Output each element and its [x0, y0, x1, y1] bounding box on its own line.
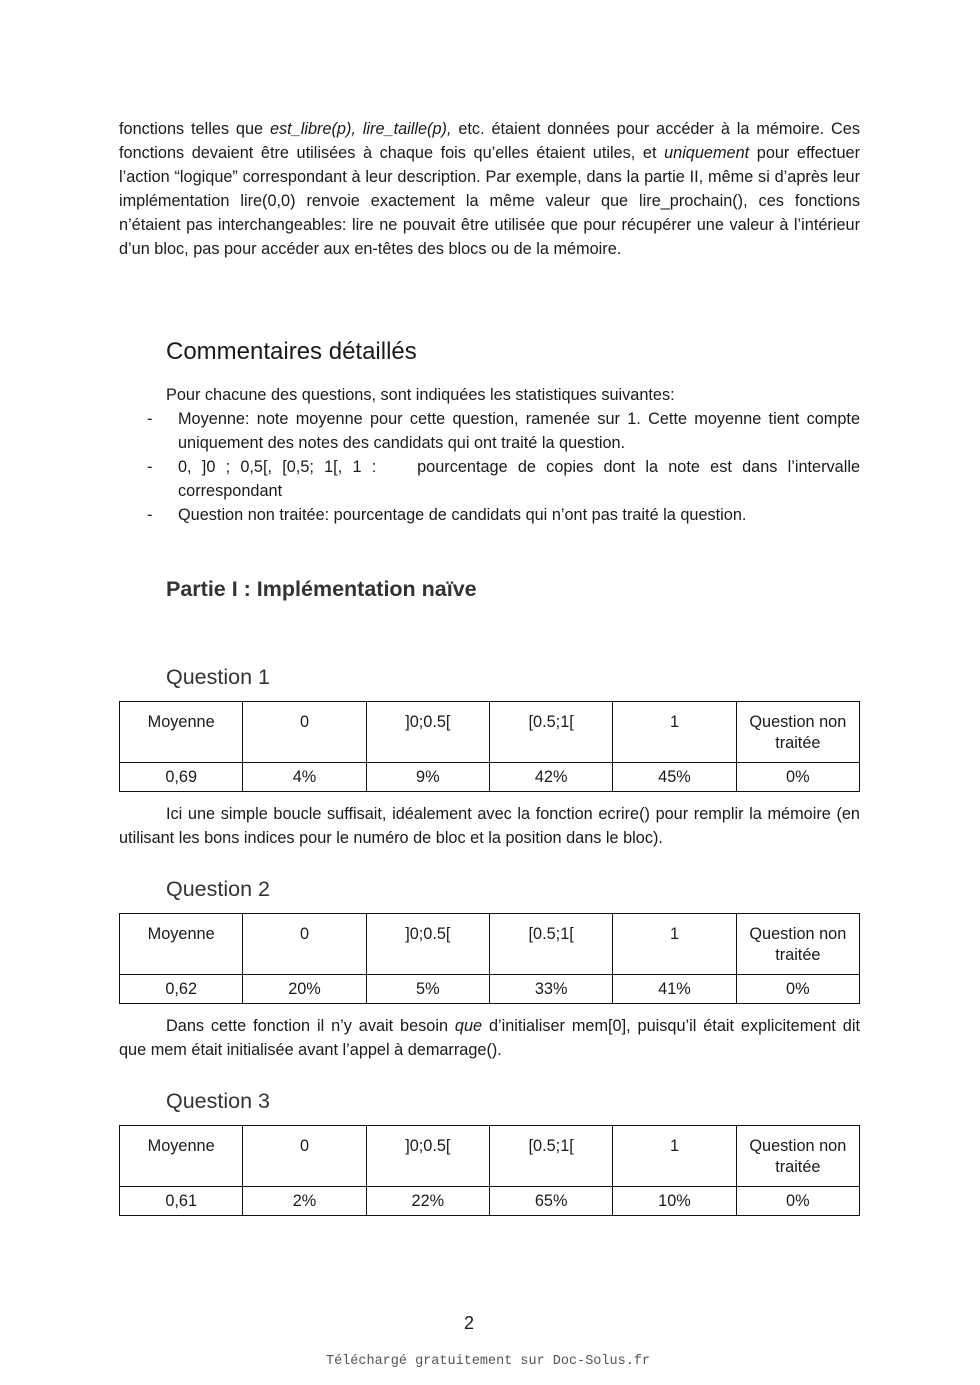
bullet-item-moyenne — [119, 407, 860, 455]
value-cell-high: 42% — [489, 763, 612, 792]
bullet-text: 0, ]0 ; 0,5[, [0,5; 1[, 1 : pourcentage de copies dont la note est dans l’intervalle correspondant — [178, 458, 865, 500]
bullet-dash: - — [147, 410, 153, 428]
header-cell-zero: 0 — [243, 914, 366, 975]
value-cell-one: 45% — [613, 763, 736, 792]
table-values-row — [120, 1187, 860, 1216]
value-cell-non-traitee: 0% — [736, 975, 859, 1004]
value-cell-non-traitee: 0% — [736, 763, 859, 792]
question-1-title: Question 1 — [166, 665, 270, 689]
header-cell-non-traitee: Question non traitée — [736, 914, 859, 975]
header-cell-low: ]0;0.5[ — [366, 702, 489, 763]
comment-emphasis: que — [454, 1017, 483, 1035]
header-cell-moyenne: Moyenne — [120, 914, 243, 975]
part-title: Partie I : Implémentation naïve — [166, 577, 477, 601]
header-cell-high: [0.5;1[ — [489, 702, 612, 763]
question-2-stats-table — [119, 913, 860, 1004]
bullet-item-non-traitee — [119, 503, 860, 527]
question-1-comment — [119, 802, 860, 850]
intro-text-1: fonctions telles que — [119, 120, 270, 138]
table-header-row — [120, 1126, 860, 1187]
table-header-row — [120, 914, 860, 975]
header-cell-zero: 0 — [243, 702, 366, 763]
bullet-item-intervals — [119, 455, 865, 503]
page-number: 2 — [463, 1313, 474, 1333]
download-footer: Téléchargé gratuitement sur Doc-Solus.fr — [325, 1354, 651, 1369]
header-cell-zero: 0 — [243, 1126, 366, 1187]
intro-emphasis-2: uniquement — [664, 144, 750, 162]
bullet-text: Moyenne: note moyenne pour cette question, ramenée sur 1. Cette moyenne tient compte uniquement des notes des candidats qui ont traité la question. — [178, 410, 860, 452]
value-cell-zero: 2% — [243, 1187, 366, 1216]
comment-text: Dans cette fonction il n’y avait besoin — [166, 1017, 455, 1035]
value-cell-high: 65% — [489, 1187, 612, 1216]
intro-emphasis-1: est_libre(p), lire_taille(p), — [269, 120, 452, 138]
bullet-text: Question non traitée: pourcentage de candidats qui n’ont pas traité la question. — [178, 506, 747, 524]
header-cell-high: [0.5;1[ — [489, 914, 612, 975]
header-cell-low: ]0;0.5[ — [366, 1126, 489, 1187]
table-values-row — [120, 763, 860, 792]
value-cell-one: 41% — [613, 975, 736, 1004]
bullet-dash: - — [147, 506, 153, 524]
header-cell-high: [0.5;1[ — [489, 1126, 612, 1187]
table-header-row — [120, 702, 860, 763]
value-cell-low: 9% — [366, 763, 489, 792]
intro-paragraph — [119, 117, 860, 261]
intro-text-2: etc. étaient données pour accéder à la mémoire. Ces fonctions devaient être utilisées à chaque fois qu’elles étaient utiles, et — [119, 120, 860, 162]
header-cell-moyenne: Moyenne — [120, 1126, 243, 1187]
stats-intro: Pour chacune des questions, sont indiquées les statistiques suivantes: — [166, 386, 675, 404]
value-cell-one: 10% — [613, 1187, 736, 1216]
value-cell-high: 33% — [489, 975, 612, 1004]
value-cell-low: 5% — [366, 975, 489, 1004]
header-cell-non-traitee: Question non traitée — [736, 702, 859, 763]
question-2-title: Question 2 — [166, 877, 270, 901]
stats-bullet-list — [119, 407, 865, 527]
table-values-row — [120, 975, 860, 1004]
header-cell-one: 1 — [613, 914, 736, 975]
question-3-stats-table — [119, 1125, 860, 1216]
value-cell-moyenne: 0,61 — [120, 1187, 243, 1216]
header-cell-one: 1 — [613, 702, 736, 763]
value-cell-moyenne: 0,62 — [120, 975, 243, 1004]
intro-text-3: pour effectuer l’action “logique” correspondant à leur description. Par exemple, dans la partie II, même si d’après leur implémentation lire(0,0) renvoie exactement la même valeur que lire_prochain(), ces fonctions n’étaient pas interchangeables: lire ne pouvait être utilisée que pour récupérer une valeur à l’intérieur d’un bloc, pas pour accéder aux en-têtes des blocs ou de la mémoire. — [119, 144, 860, 258]
header-cell-moyenne: Moyenne — [120, 702, 243, 763]
comment-text: d’initialiser mem[0], puisqu’il était explicitement dit que mem était initialisée avant l’appel à demarrage(). — [119, 1017, 860, 1059]
value-cell-non-traitee: 0% — [736, 1187, 859, 1216]
value-cell-low: 22% — [366, 1187, 489, 1216]
value-cell-zero: 20% — [243, 975, 366, 1004]
bullet-dash: - — [147, 458, 153, 476]
question-3-title: Question 3 — [166, 1089, 270, 1113]
header-cell-one: 1 — [613, 1126, 736, 1187]
header-cell-non-traitee: Question non traitée — [736, 1126, 859, 1187]
section-title: Commentaires détaillés — [166, 338, 417, 365]
question-2-comment — [119, 1014, 860, 1062]
value-cell-zero: 4% — [243, 763, 366, 792]
comment-text: Ici une simple boucle suffisait, idéalement avec la fonction ecrire() pour remplir la mémoire (en utilisant les bons indices pour le numéro de bloc et la position dans le bloc). — [119, 805, 860, 847]
question-1-stats-table — [119, 701, 860, 792]
value-cell-moyenne: 0,69 — [120, 763, 243, 792]
header-cell-low: ]0;0.5[ — [366, 914, 489, 975]
